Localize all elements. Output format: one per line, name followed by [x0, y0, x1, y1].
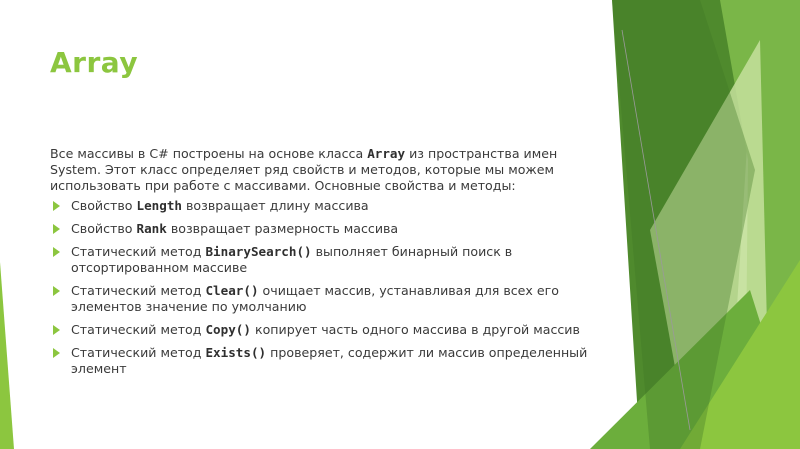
intro-paragraph: Все массивы в C# построены на основе класса Array из пространства имен System. Этот класс определяет ряд свойств и методов, которые мы можем использовать при работе с массивами. Основные свойства и методы:	[50, 146, 558, 193]
list-item: Статический метод Copy() копирует часть одного массива в другой массив	[50, 322, 590, 338]
methods-list	[50, 198, 590, 377]
list-item: Статический метод BinarySearch() выполняет бинарный поиск в отсортированном массиве	[50, 244, 590, 276]
intro-term: Array	[367, 146, 406, 161]
bullet-icon	[53, 286, 60, 296]
bullet-icon	[53, 348, 60, 358]
bullet-icon	[53, 325, 60, 335]
slide-title: Array	[50, 46, 139, 79]
bullet-icon	[53, 201, 60, 211]
bullet-icon	[53, 224, 60, 234]
bullet-icon	[53, 247, 60, 257]
left-accent-shape	[0, 262, 14, 449]
list-item: Свойство Length возвращает длину массива	[50, 198, 590, 214]
slide-body	[50, 146, 590, 384]
list-item: Свойство Rank возвращает размерность массива	[50, 221, 590, 237]
list-item: Статический метод Clear() очищает массив, устанавливая для всех его элементов значение по умолчанию	[50, 283, 590, 315]
list-item: Статический метод Exists() проверяет, содержит ли массив определенный элемент	[50, 345, 590, 377]
